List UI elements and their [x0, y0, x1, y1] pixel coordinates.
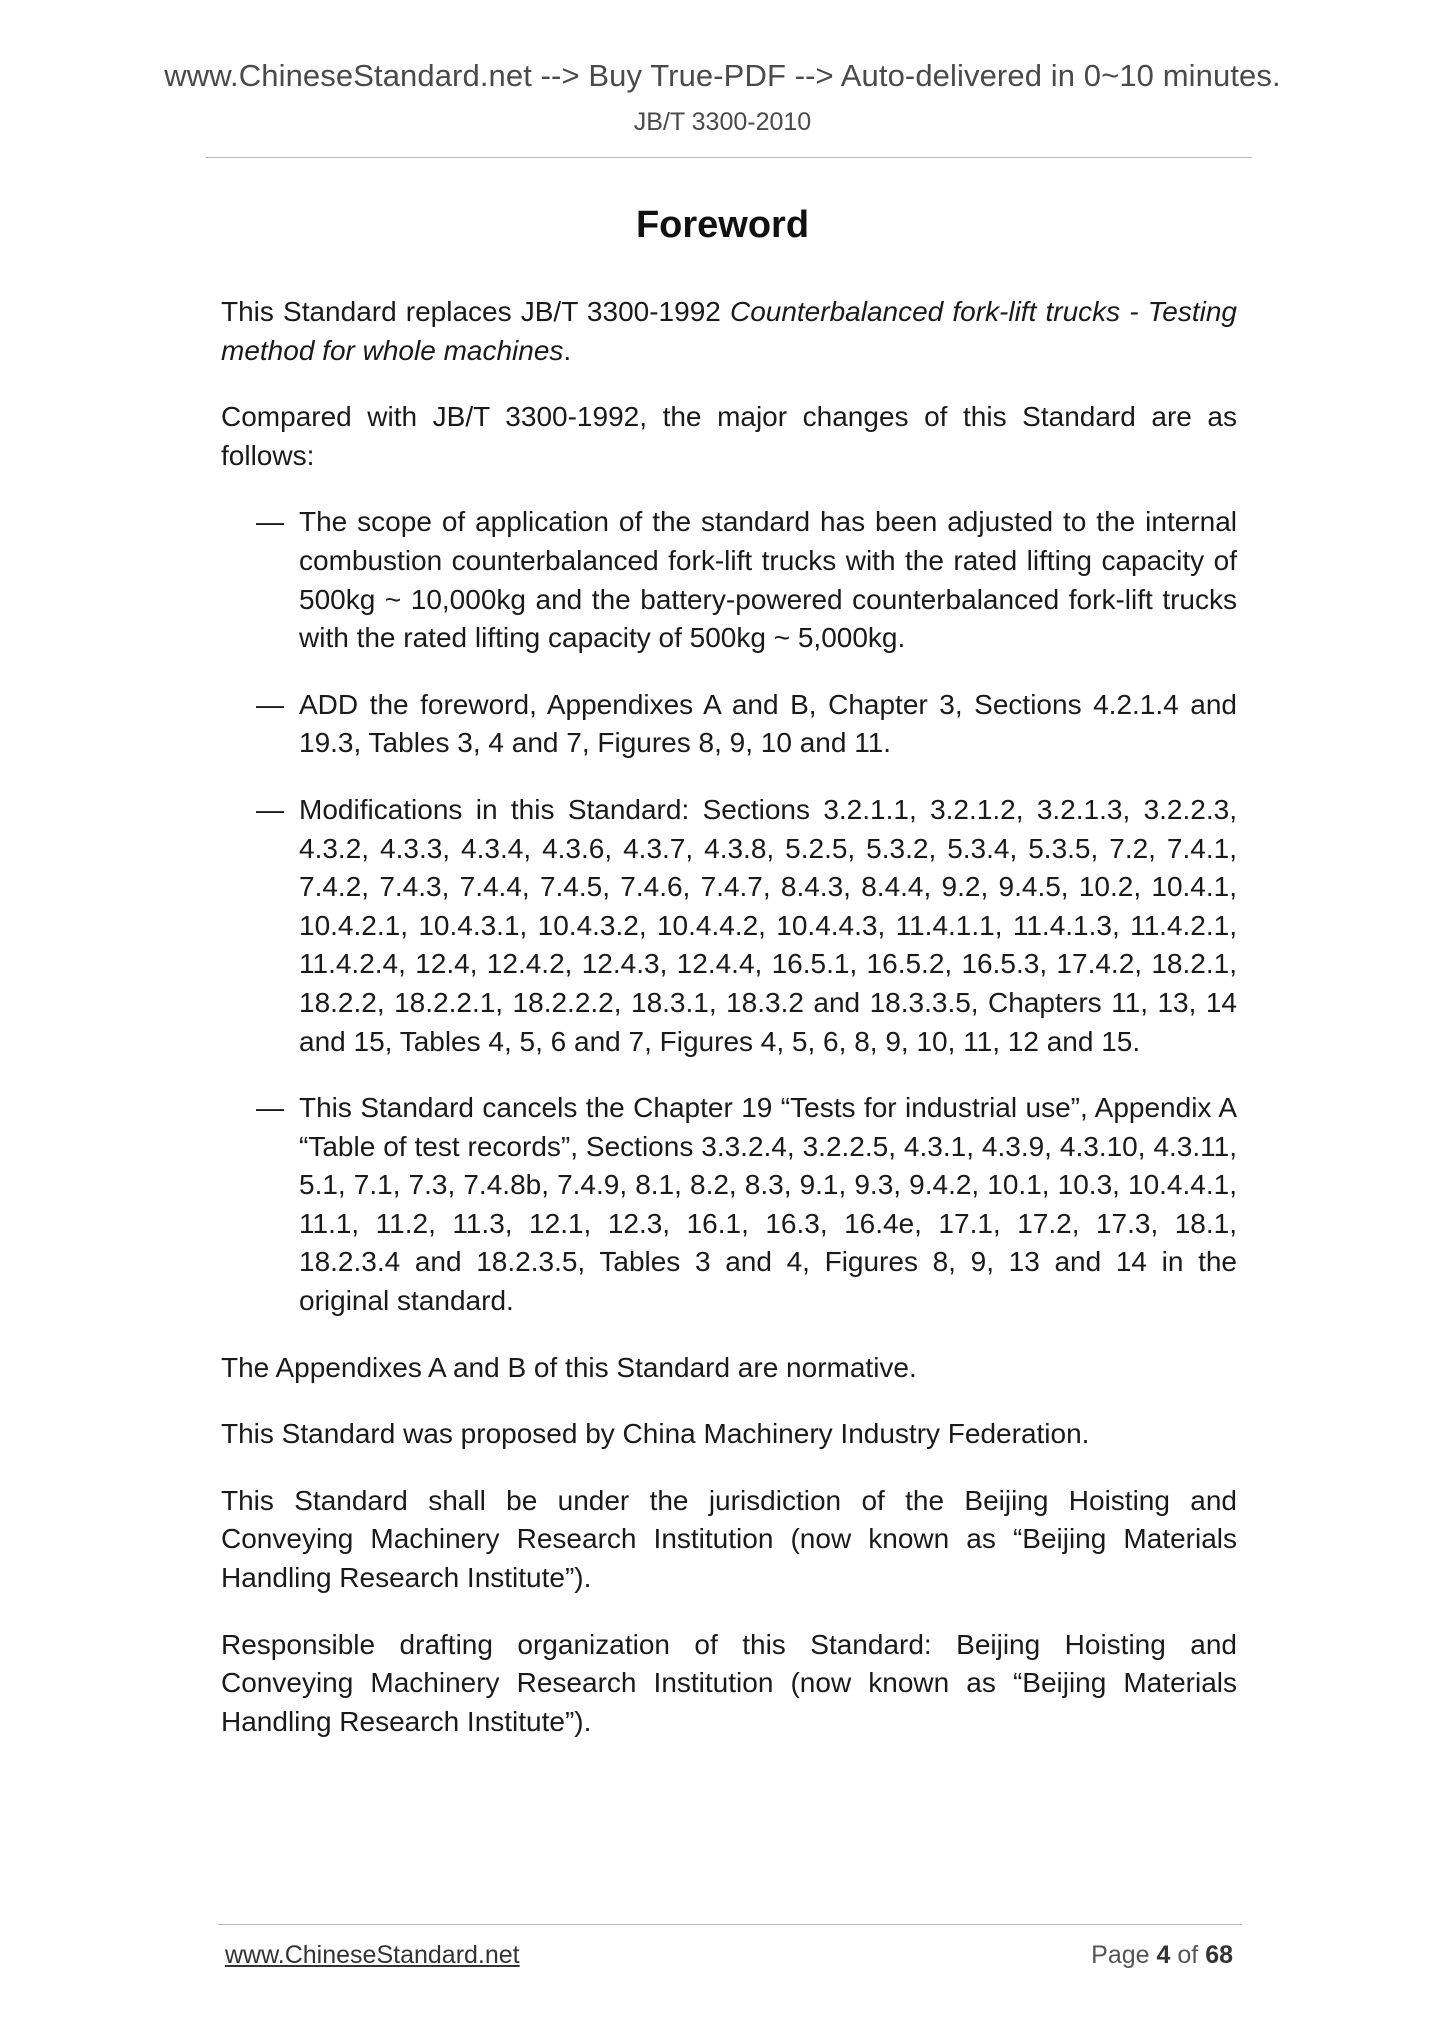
- change-item: [221, 1089, 1237, 1321]
- change-text: ADD the foreword, Appendixes A and B, Chapter 3, Sections 4.2.1.4 and 19.3, Tables 3, 4 and 7, Figures 8, 9, 10 and 11.: [299, 688, 1237, 759]
- foreword-body: [221, 293, 1237, 1769]
- drafting-paragraph: Responsible drafting organization of this Standard: Beijing Hoisting and Conveying Machinery Research Institution (now known as “Beijing Materials Handling Research Institute”).: [221, 1628, 1237, 1737]
- page-indicator: [1000, 1941, 1233, 1970]
- appendixes-paragraph: The Appendixes A and B of this Standard are normative.: [221, 1351, 917, 1383]
- change-item: [221, 791, 1237, 1061]
- replaces-paragraph: [221, 293, 1237, 370]
- page-word: Page: [1091, 1941, 1150, 1969]
- footer-website-link[interactable]: www.ChineseStandard.net: [225, 1941, 520, 1969]
- change-item: [221, 503, 1237, 657]
- dash-bullet: —: [256, 688, 284, 720]
- current-page-number: 4: [1156, 1941, 1171, 1969]
- change-item: [221, 686, 1237, 763]
- of-word: of: [1177, 1941, 1199, 1969]
- header-divider: [206, 157, 1252, 158]
- compared-paragraph: Compared with JB/T 3300-1992, the major changes of this Standard are as follows:: [221, 401, 1237, 471]
- replaces-prefix: This Standard replaces JB/T 3300-1992: [221, 296, 730, 327]
- replaces-suffix: .: [563, 334, 572, 366]
- jurisdiction-paragraph: This Standard shall be under the jurisdiction of the Beijing Hoisting and Conveying Machinery Research Institution (now known as “Beijing Materials Handling Research Institute”).: [221, 1484, 1237, 1594]
- proposed-paragraph: This Standard was proposed by China Machinery Industry Federation.: [221, 1418, 1090, 1450]
- standard-code: JB/T 3300-2010: [633, 108, 812, 136]
- page-title: Foreword: [635, 204, 810, 246]
- footer-divider: [218, 1924, 1242, 1925]
- dash-bullet: —: [256, 1092, 284, 1124]
- dash-bullet: —: [256, 506, 284, 538]
- replaced-standard-title: Counterbalanced fork-lift trucks - Testing method for whole machines: [221, 296, 1237, 366]
- total-pages: 68: [1205, 1941, 1233, 1969]
- change-text: Modifications in this Standard: Sections 3.2.1.1, 3.2.1.2, 3.2.1.3, 3.2.2.3, 4.3.2, 4.3.3, 4.3.4, 4.3.6, 4.3.7, 4.3.8, 5.2.5, 5.3.2, 5.3.4, 5.3.5, 7.2, 7.4.1, 7.4.2, 7.4.3, 7.4.4, 7.4.5, 7.4.6, 7.4.7, 8.4.3, 8.4.4, 9.2, 9.4.5, 10.2, 10.4.1, 10.4.2.1, 10.4.3.1, 10.4.3.2, 10.4.4.2, 10.4.4.3, 11.4.1.1, 11.4.1.3, 11.4.2.1, 11.4.2.4, 12.4, 12.4.2, 12.4.3, 12.4.4, 16.5.1, 16.5.2, 16.5.3, 17.4.2, 18.2.1, 18.2.2, 18.2.2.1, 18.2.2.2, 18.3.1, 18.3.2 and 18.3.3.5, Chapters 11, 13, 14 and 15, Tables 4, 5, 6 and 7, Figures 4, 5, 6, 8, 9, 10, 11, 12 and 15.: [299, 793, 1237, 1057]
- change-text: This Standard cancels the Chapter 19 “Tests for industrial use”, Appendix A “Table of test records”, Sections 3.3.2.4, 3.2.2.5, 4.3.1, 4.3.9, 4.3.10, 4.3.11, 5.1, 7.1, 7.3, 7.4.8b, 7.4.9, 8.1, 8.2, 8.3, 9.1, 9.3, 9.4.2, 10.1, 10.3, 10.4.4.1, 11.1, 11.2, 11.3, 12.1, 12.3, 16.1, 16.3, 16.4e, 17.1, 17.2, 17.3, 18.1, 18.2.3.4 and 18.2.3.5, Tables 3 and 4, Figures 8, 9, 13 and 14 in the original standard.: [299, 1092, 1237, 1317]
- header-banner: www.ChineseStandard.net --> Buy True-PDF --> Auto-delivered in 0~10 minutes.: [164, 58, 1281, 93]
- dash-bullet: —: [256, 793, 284, 825]
- change-text: The scope of application of the standard has been adjusted to the internal combustion counterbalanced fork-lift trucks with the rated lifting capacity of 500kg ~ 10,000kg and the battery-powered counterbalanced fork-lift trucks with the rated lifting capacity of 500kg ~ 5,000kg.: [299, 506, 1237, 654]
